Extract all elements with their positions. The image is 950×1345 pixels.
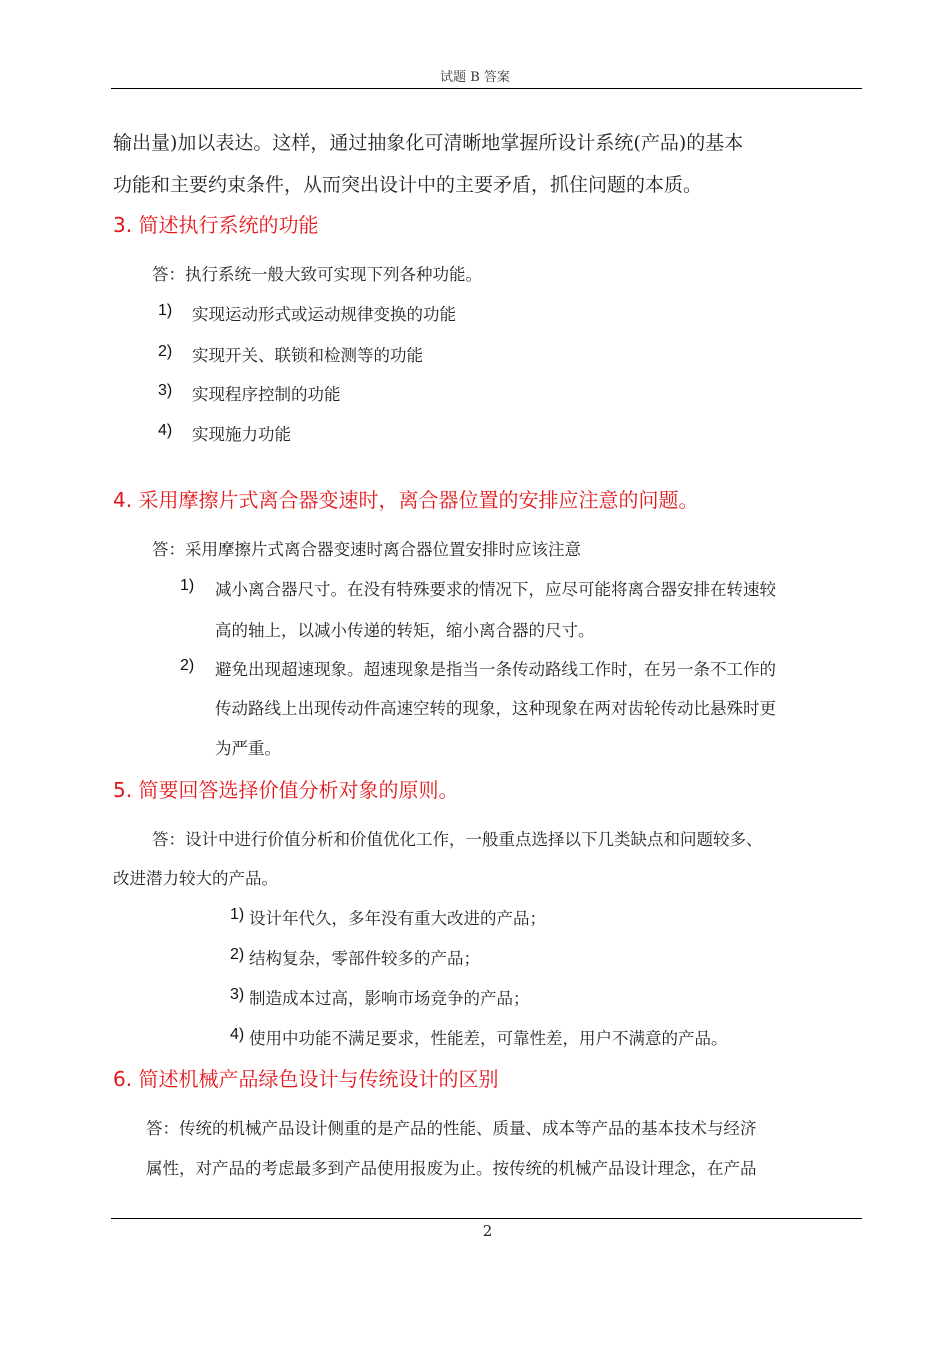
list-item-text: 实现运动形式或运动规律变换的功能: [192, 305, 456, 324]
page-number: 2: [482, 1222, 493, 1240]
question-4-answer: 答：采用摩擦片式离合器变速时离合器位置安排时应该注意: [152, 540, 581, 559]
question-5-answer-line-2: 改进潜力较大的产品。: [113, 869, 278, 888]
list-item-text: 实现开关、联锁和检测等的功能: [192, 346, 423, 365]
list-item-text: 传动路线上出现传动件高速空转的现象，这种现象在两对齿轮传动比悬殊时更: [215, 699, 776, 718]
page-header: 试题 B 答案: [440, 70, 510, 85]
list-item-text: 设计年代久，多年没有重大改进的产品；: [249, 909, 546, 928]
list-item-text: 避免出现超速现象。超速现象是指当一条传动路线工作时，在另一条不工作的: [215, 660, 776, 679]
question-6-heading: 6. 简述机械产品绿色设计与传统设计的区别: [113, 1067, 499, 1091]
list-item-number: 2): [230, 946, 245, 963]
question-6-answer-line-2: 属性，对产品的考虑最多到产品使用报废为止。按传统的机械产品设计理念，在产品: [146, 1159, 757, 1178]
list-item-number: 1): [158, 302, 173, 319]
list-item-text: 为严重。: [215, 739, 281, 758]
question-3-answer: 答：执行系统一般大致可实现下列各种功能。: [152, 265, 482, 284]
question-5-answer-line-1: 答：设计中进行价值分析和价值优化工作，一般重点选择以下几类缺点和问题较多、: [152, 830, 763, 849]
intro-line-2: 功能和主要约束条件，从而突出设计中的主要矛盾，抓住问题的本质。: [113, 174, 703, 196]
list-item-text: 实现施力功能: [192, 425, 291, 444]
list-item-text: 高的轴上，以减小传递的转矩，缩小离合器的尺寸。: [215, 621, 595, 640]
list-item-text: 使用中功能不满足要求，性能差，可靠性差，用户不满意的产品。: [249, 1029, 728, 1048]
list-item-text: 实现程序控制的功能: [192, 385, 341, 404]
intro-line-1: 输出量)加以表达。这样，通过抽象化可清晰地掌握所设计系统(产品)的基本: [113, 132, 744, 154]
list-item-number: 2): [180, 657, 195, 674]
list-item-number: 4): [158, 422, 173, 439]
list-item-number: 2): [158, 343, 173, 360]
list-item-number: 1): [180, 577, 195, 594]
list-item-number: 1): [230, 906, 245, 923]
list-item-text: 结构复杂，零部件较多的产品；: [249, 949, 480, 968]
list-item-text: 制造成本过高，影响市场竞争的产品；: [249, 989, 530, 1008]
footer-rule: [111, 1218, 862, 1219]
question-3-heading: 3. 简述执行系统的功能: [113, 213, 319, 237]
list-item-number: 4): [230, 1026, 245, 1043]
list-item-text: 减小离合器尺寸。在没有特殊要求的情况下，应尽可能将离合器安排在转速较: [215, 580, 776, 599]
question-4-heading: 4. 采用摩擦片式离合器变速时，离合器位置的安排应注意的问题。: [113, 488, 699, 512]
header-rule: [111, 88, 862, 89]
question-5-heading: 5. 简要回答选择价值分析对象的原则。: [113, 778, 459, 802]
list-item-number: 3): [158, 382, 173, 399]
question-6-answer-line-1: 答：传统的机械产品设计侧重的是产品的性能、质量、成本等产品的基本技术与经济: [146, 1119, 757, 1138]
list-item-number: 3): [230, 986, 245, 1003]
